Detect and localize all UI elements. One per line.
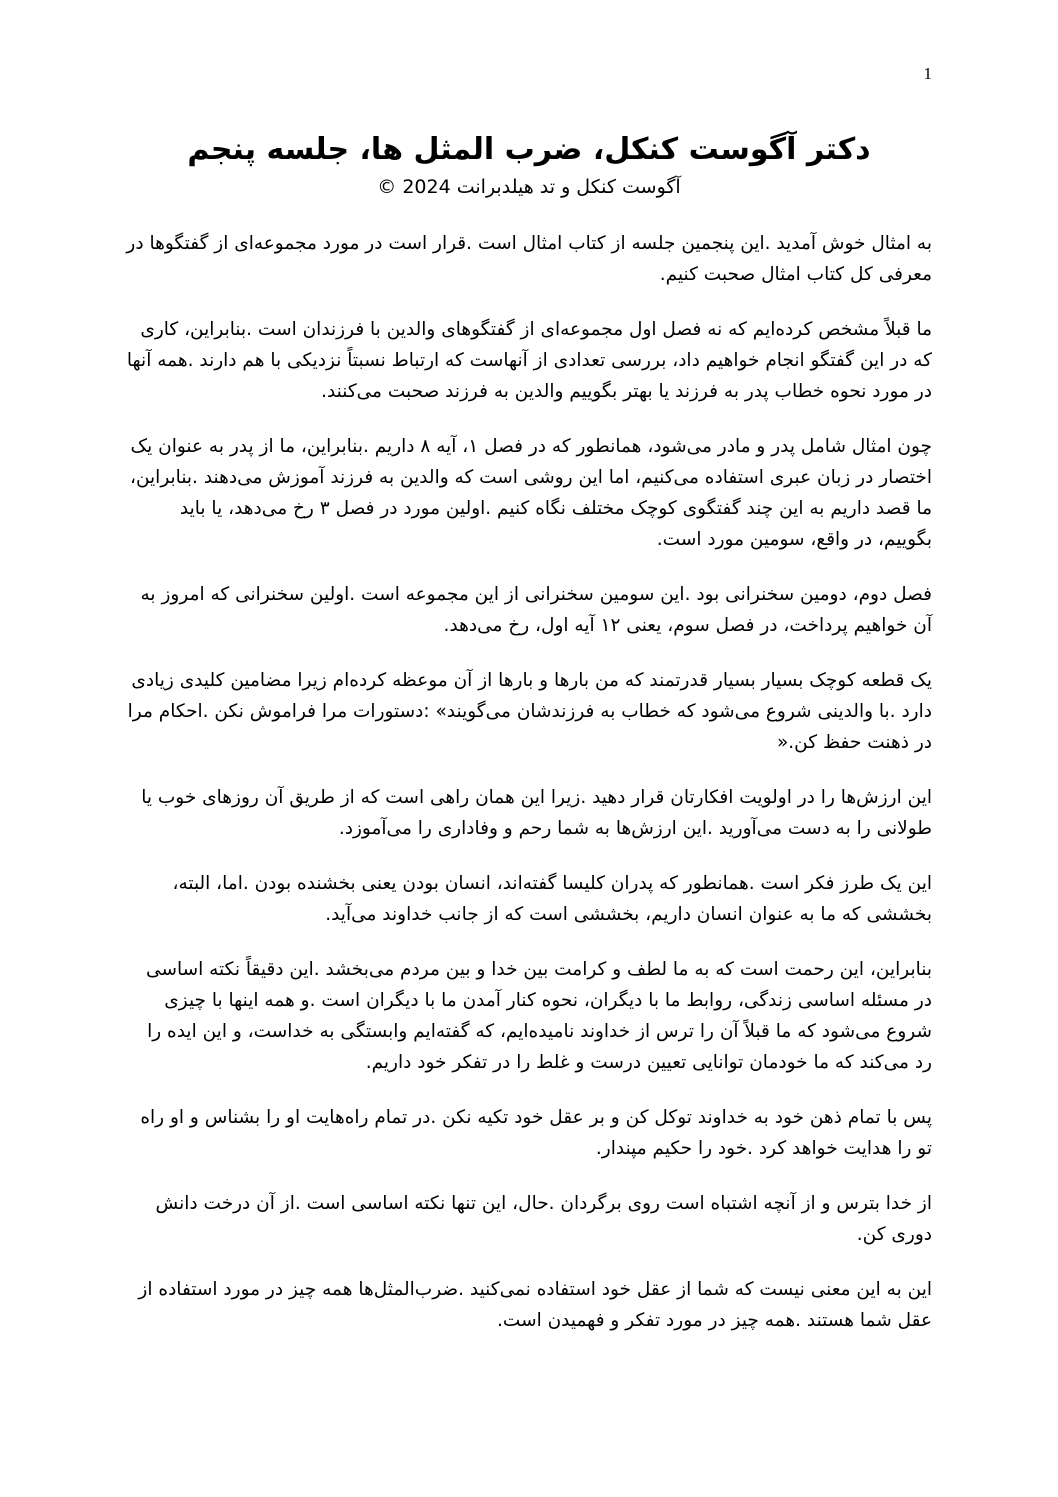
paragraph-1: به امثال خوش آمدید .این پنجمین جلسه از کتاب امثال است .قرار است در مورد مجموعه‌ای از گفتگوها در معرفی کل کتاب امثال صحبت کنیم. <box>126 233 932 285</box>
paragraph-7: این یک طرز فکر است .همانطور که پدران کلیسا گفته‌اند، انسان بودن یعنی بخشنده بودن .اما، البته، بخششی که ما به عنوان انسان داریم، بخششی است که از جانب خداوند می‌آید. <box>172 873 932 925</box>
document-subtitle: آگوست کنکل و تد هیلدبرانت 2024 © <box>377 176 681 198</box>
paragraph-5: یک قطعه کوچک بسیار بسیار قدرتمند که من بارها و بارها از آن موعظه کرده‌ام زیرا مضامین کلیدی زیادی دارد .با والدینی شروع می‌شود که خطاب به فرزندشان می‌گویند» :دستورات مرا فراموش نکن .احکام مرا در ذهنت حفظ کن.« <box>127 670 932 753</box>
document-title: دکتر آگوست کنکل، ضرب المثل ها، جلسه پنجم <box>187 132 871 167</box>
paragraph-9: پس با تمام ذهن خود به خداوند توکل کن و بر عقل خود تکیه نکن .در تمام راه‌هایت او را بشناس و او راه تو را هدایت خواهد کرد .خود را حکیم مپندار. <box>140 1107 932 1159</box>
paragraph-10: از خدا بترس و از آنچه اشتباه است روی برگردان .حال، این تنها نکته اساسی است .از آن درخت دانش دوری کن. <box>155 1193 932 1245</box>
paragraph-3: چون امثال شامل پدر و مادر می‌شود، همانطور که در فصل ۱، آیه ۸ داریم .بنابراین، ما از پدر به عنوان یک اختصار در زبان عبری استفاده می‌کنیم، اما این روشی است که والدین به فرزند آموزش می‌دهند .بنابراین، ما قصد داریم به این چند گفتگوی کوچک مختلف نگاه کنیم .اولین مورد در فصل ۳ رخ می‌دهد، یا باید بگوییم، در واقع، سومین مورد است. <box>129 436 932 550</box>
paragraph-6: این ارزش‌ها را در اولویت افکارتان قرار دهید .زیرا این همان راهی است که از طریق آن روزهای خوب یا طولانی را به دست می‌آورید .این ارزش‌ها به شما رحم و وفاداری را می‌آموزد. <box>141 787 932 839</box>
page-number: 1 <box>923 64 932 83</box>
document-body <box>126 228 932 1360</box>
document-header <box>126 128 932 202</box>
paragraph-4: فصل دوم، دومین سخنرانی بود .این سومین سخنرانی از این مجموعه است .اولین سخنرانی که امروز به آن خواهیم پرداخت، در فصل سوم، یعنی ۱۲ آیه اول، رخ می‌دهد. <box>140 584 932 636</box>
paragraph-11: این به این معنی نیست که شما از عقل خود استفاده نمی‌کنید .ضرب‌المثل‌ها همه چیز در مورد استفاده از عقل شما هستند .همه چیز در مورد تفکر و فهمیدن است. <box>138 1279 932 1331</box>
paragraph-2: ما قبلاً مشخص کرده‌ایم که نه فصل اول مجموعه‌ای از گفتگوهای والدین با فرزندان است .بنابراین، کاری که در این گفتگو انجام خواهیم داد، بررسی تعدادی از آنهاست که ارتباط نسبتاً نزدیکی با هم دارند .همه آنها در مورد نحوه خطاب پدر به فرزند یا بهتر بگوییم والدین به فرزند صحبت می‌کنند. <box>126 319 932 402</box>
paragraph-8: بنابراین، این رحمت است که به ما لطف و کرامت بین خدا و بین مردم می‌بخشد .این دقیقاً نکته اساسی در مسئله اساسی زندگی، روابط ما با دیگران، نحوه کنار آمدن ما با دیگران است .و همه اینها با چیزی شروع می‌شود که ما قبلاً آن را ترس از خداوند نامیده‌ایم، که گفته‌ایم وابستگی به خداست، و این ایده را رد می‌کند که ما خودمان توانایی تعیین درست و غلط را در تفکر خود داریم. <box>146 959 932 1073</box>
